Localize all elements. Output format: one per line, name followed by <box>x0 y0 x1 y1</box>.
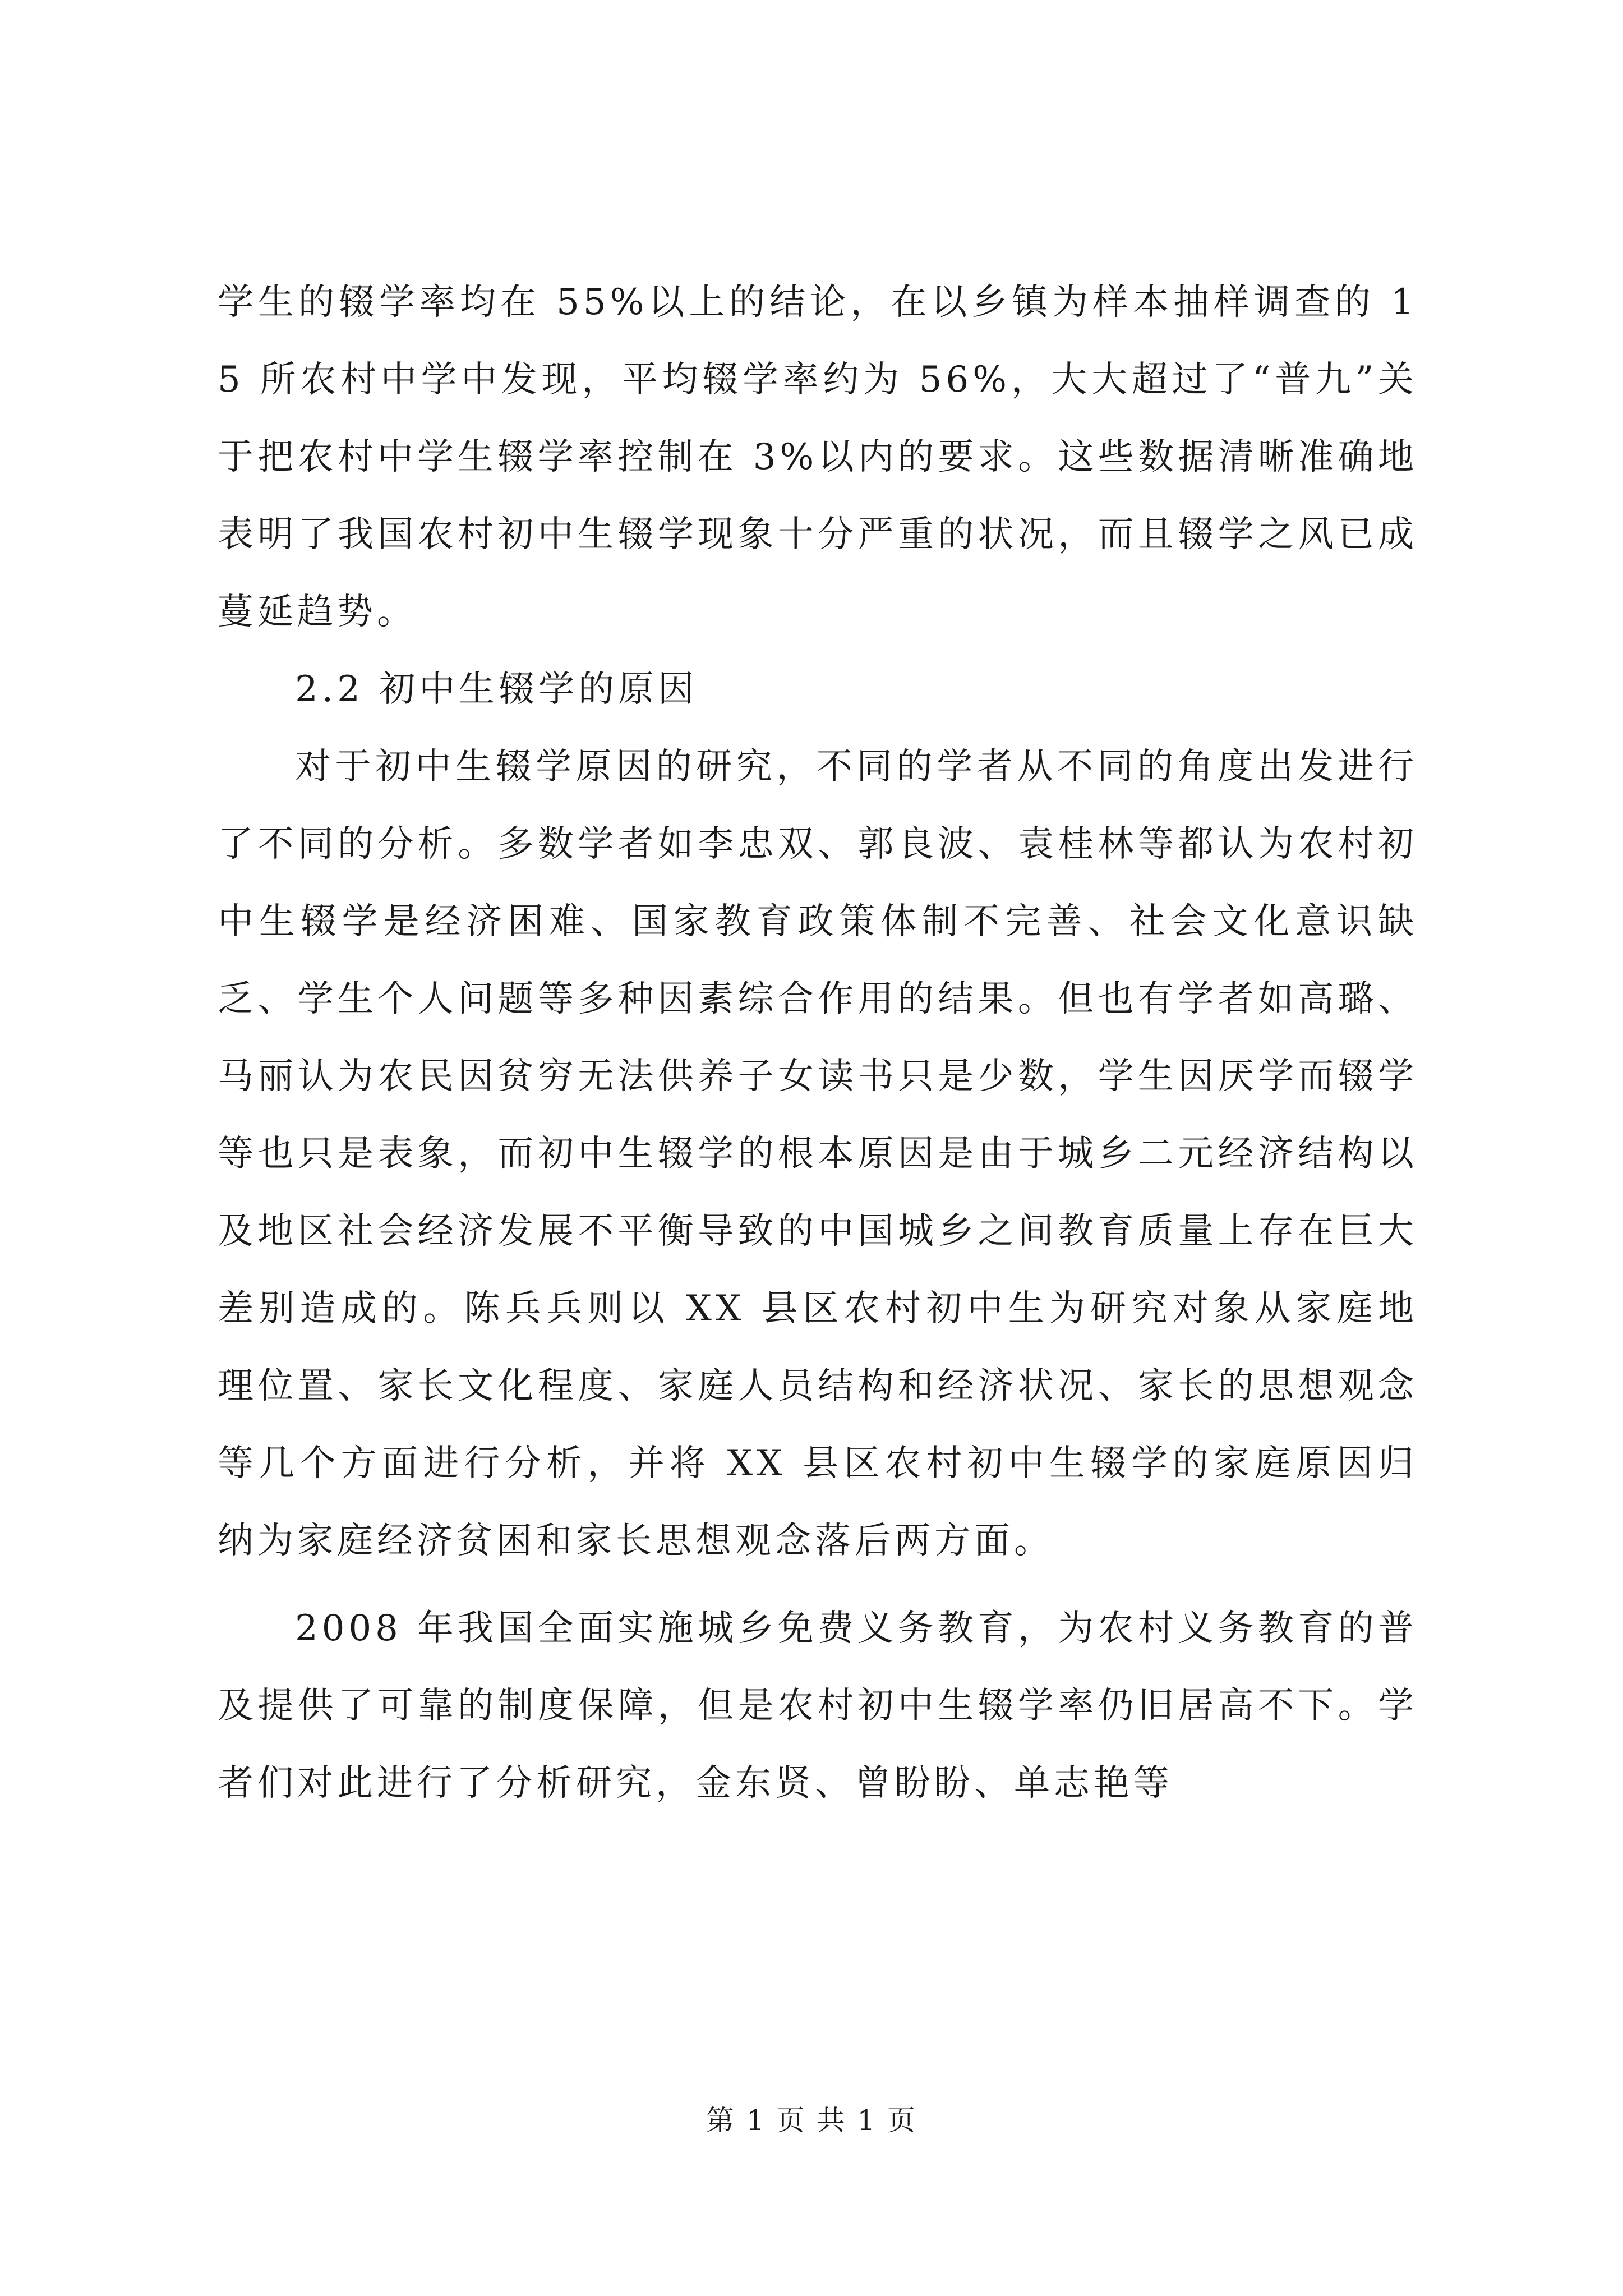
page-footer <box>0 2101 1623 2140</box>
page-number-label: 第 1 页 共 1 页 <box>706 2104 917 2137</box>
document-body <box>218 264 1418 1822</box>
paragraph-body: 对于初中生辍学原因的研究，不同的学者从不同的角度出发进行了不同的分析。多数学者如李忠双、郭良波、袁桂林等都认为农村初中生辍学是经济困难、国家教育政策体制不完善、社会文化意识缺乏、学生个人问题等多种因素综合作用的结果。但也有学者如高璐、马丽认为农民因贫穷无法供养子女读书只是少数，学生因厌学而辍学等也只是表象，而初中生辍学的根本原因是由于城乡二元经济结构以及地区社会经济发展不平衡导致的中国城乡之间教育质量上存在巨大差别造成的。陈兵兵则以 XX 县区农村初中生为研究对象从家庭地理位置、家长文化程度、家庭人员结构和经济状况、家长的思想观念等几个方面进行分析，并将 XX 县区农村初中生辍学的家庭原因归纳为家庭经济贫困和家长思想观念落后两方面。 <box>218 746 1418 1562</box>
section-heading: 2.2 初中生辍学的原因 <box>295 669 698 710</box>
paragraph-continuation: 学生的辍学率均在 55%以上的结论，在以乡镇为样本抽样调查的 15 所农村中学中发现，平均辍学率约为 56%，大大超过了“普九”关于把农村中学生辍学率控制在 3%以内的要求。这些数据清晰准确地表明了我国农村初中生辍学现象十分严重的状况，而且辍学之风已成蔓延趋势。 <box>218 282 1418 633</box>
paragraph-body: 2008 年我国全面实施城乡免费义务教育，为农村义务教育的普及提供了可靠的制度保障，但是农村初中生辍学率仍旧居高不下。学者们对此进行了分析研究，金东贤、曾盼盼、单志艳等 <box>218 1608 1418 1804</box>
